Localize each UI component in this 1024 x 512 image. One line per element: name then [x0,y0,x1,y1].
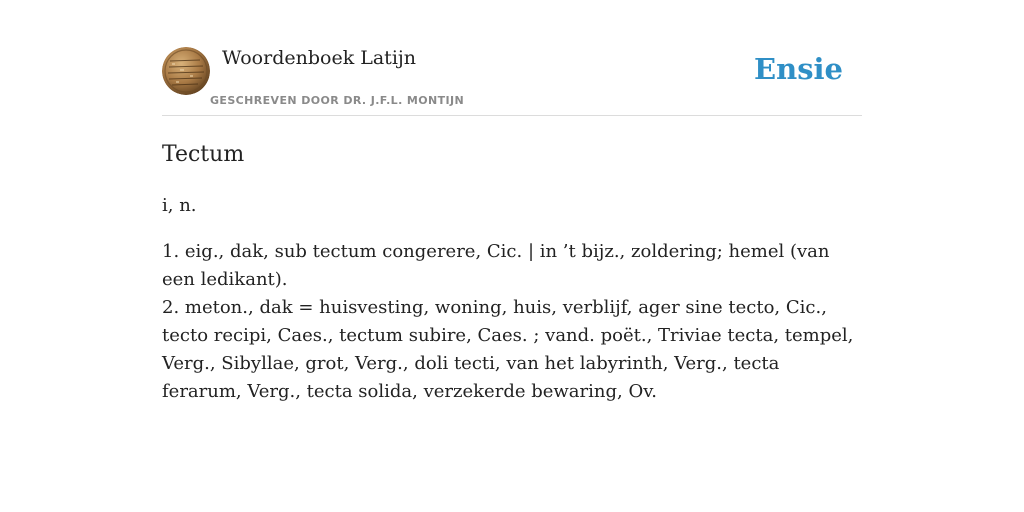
header [162,40,862,116]
definition-sense: 1. eig., dak, sub tectum congerere, Cic. | in ’t bijz., zoldering; hemel (van een ledikant). [162,241,830,290]
grammar-info: i, n. [162,195,197,216]
definition [162,238,862,406]
coin-logo-icon[interactable] [162,47,210,95]
ensie-brand-link[interactable]: Ensie [754,52,843,86]
author-byline: GESCHREVEN DOOR DR. J.F.L. MONTIJN [210,94,465,107]
book-title[interactable]: Woordenboek Latijn [222,47,417,69]
page [162,40,862,406]
definition-sense: 2. meton., dak = huisvesting, woning, huis, verblijf, ager sine tecto, Cic., tecto recipi, Caes., tectum subire, Caes. ; vand. poët., Triviae tecta, tempel, Verg., Sibyllae, grot, Verg., doli tecti, van het labyrinth, Verg., tecta ferarum, Verg., tecta solida, verzekerde bewaring, Ov. [162,297,854,402]
entry-title: Tectum [162,142,245,167]
